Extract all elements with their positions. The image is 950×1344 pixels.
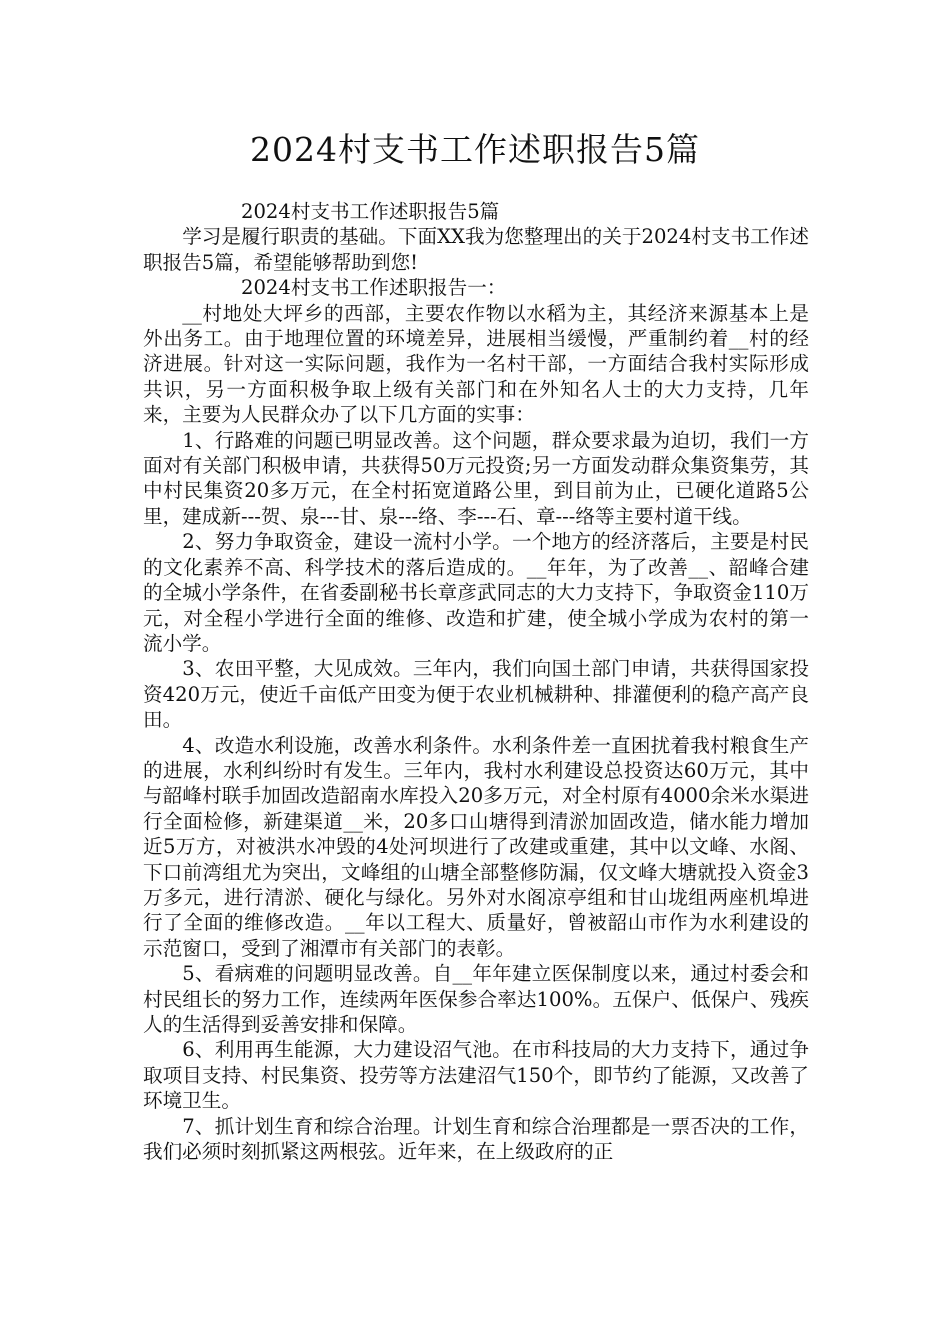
paragraph: 4、改造水利设施，改善水利条件。水利条件差一直困扰着我村粮食生产的进展，水利纠纷时有发生。三年内，我村水利建设总投资达60万元，其中与韶峰村联手加固改造韶南水库投入20多万元，对全村原有4000余米水渠进行全面检修，新建渠道__米，20多口山塘得到清淤加固改造，储水能力增加近5万方，对被洪水冲毁的4处河坝进行了改建或重建，其中以文峰、水阁、下口前湾组尤为突出，文峰组的山塘全部整修防漏，仅文峰大塘就投入资金3万多元，进行清淤、硬化与绿化。另外对水阁凉亭组和甘山垅组两座机埠进行了全面的维修改造。__年以工程大、质量好，曾被韶山市作为水利建设的示范窗口，受到了湘潭市有关部门的表彰。 (143, 733, 809, 960)
document-title: 2024村支书工作述职报告5篇 (250, 130, 700, 169)
paragraph: 6、利用再生能源，大力建设沼气池。在市科技局的大力支持下，通过争取项目支持、村民集资、投劳等方法建沼气150个，即节约了能源，又改善了环境卫生。 (143, 1038, 809, 1113)
paragraph: 7、抓计划生育和综合治理。计划生育和综合治理都是一票否决的工作，我们必须时刻抓紧这两根弦。近年来，在上级政府的正 (143, 1114, 809, 1164)
document-body (143, 199, 809, 1164)
paragraph: 2024村支书工作述职报告5篇 (241, 200, 500, 223)
paragraph: 学习是履行职责的基础。下面XX我为您整理出的关于2024村支书工作述职报告5篇，希望能够帮助到您! (143, 225, 809, 274)
paragraph: 2、努力争取资金，建设一流村小学。一个地方的经济落后，主要是村民的文化素养不高、科学技术的落后造成的。__年年，为了改善__、韶峰合建的全城小学条件，在省委副秘书长章彦武同志的大力支持下，争取资金110万元，对全程小学进行全面的维修、改造和扩建，使全城小学成为农村的第一流小学。 (143, 530, 809, 655)
paragraph: 1、行路难的问题已明显改善。这个问题，群众要求最为迫切，我们一方面对有关部门积极申请，共获得50万元投资;另一方面发动群众集资集劳，其中村民集资20多万元，在全村拓宽道路公里，到目前为止，已硬化道路5公里，建成新---贺、泉---甘、泉---络、李---石、章---络等主要村道干线。 (143, 428, 809, 528)
paragraph: __村地处大坪乡的西部，主要农作物以水稻为主，其经济来源基本上是外出务工。由于地理位置的环境差异，进展相当缓慢，严重制约着__村的经济进展。针对这一实际问题，我作为一名村干部，一方面结合我村实际形成共识，另一方面积极争取上级有关部门和在外知名人士的大力支持，几年来，主要为人民群众办了以下几方面的实事： (143, 301, 809, 427)
paragraph: 3、农田平整，大见成效。三年内，我们向国土部门申请，共获得国家投资420万元，使近千亩低产田变为便于农业机械耕种、排灌便利的稳产高产良田。 (143, 657, 809, 732)
paragraph: 5、看病难的问题明显改善。自__年年建立医保制度以来，通过村委会和村民组长的努力工作，连续两年医保参合率达100%。五保户、低保户、残疾人的生活得到妥善安排和保障。 (143, 962, 809, 1036)
paragraph: 2024村支书工作述职报告一： (241, 276, 507, 300)
